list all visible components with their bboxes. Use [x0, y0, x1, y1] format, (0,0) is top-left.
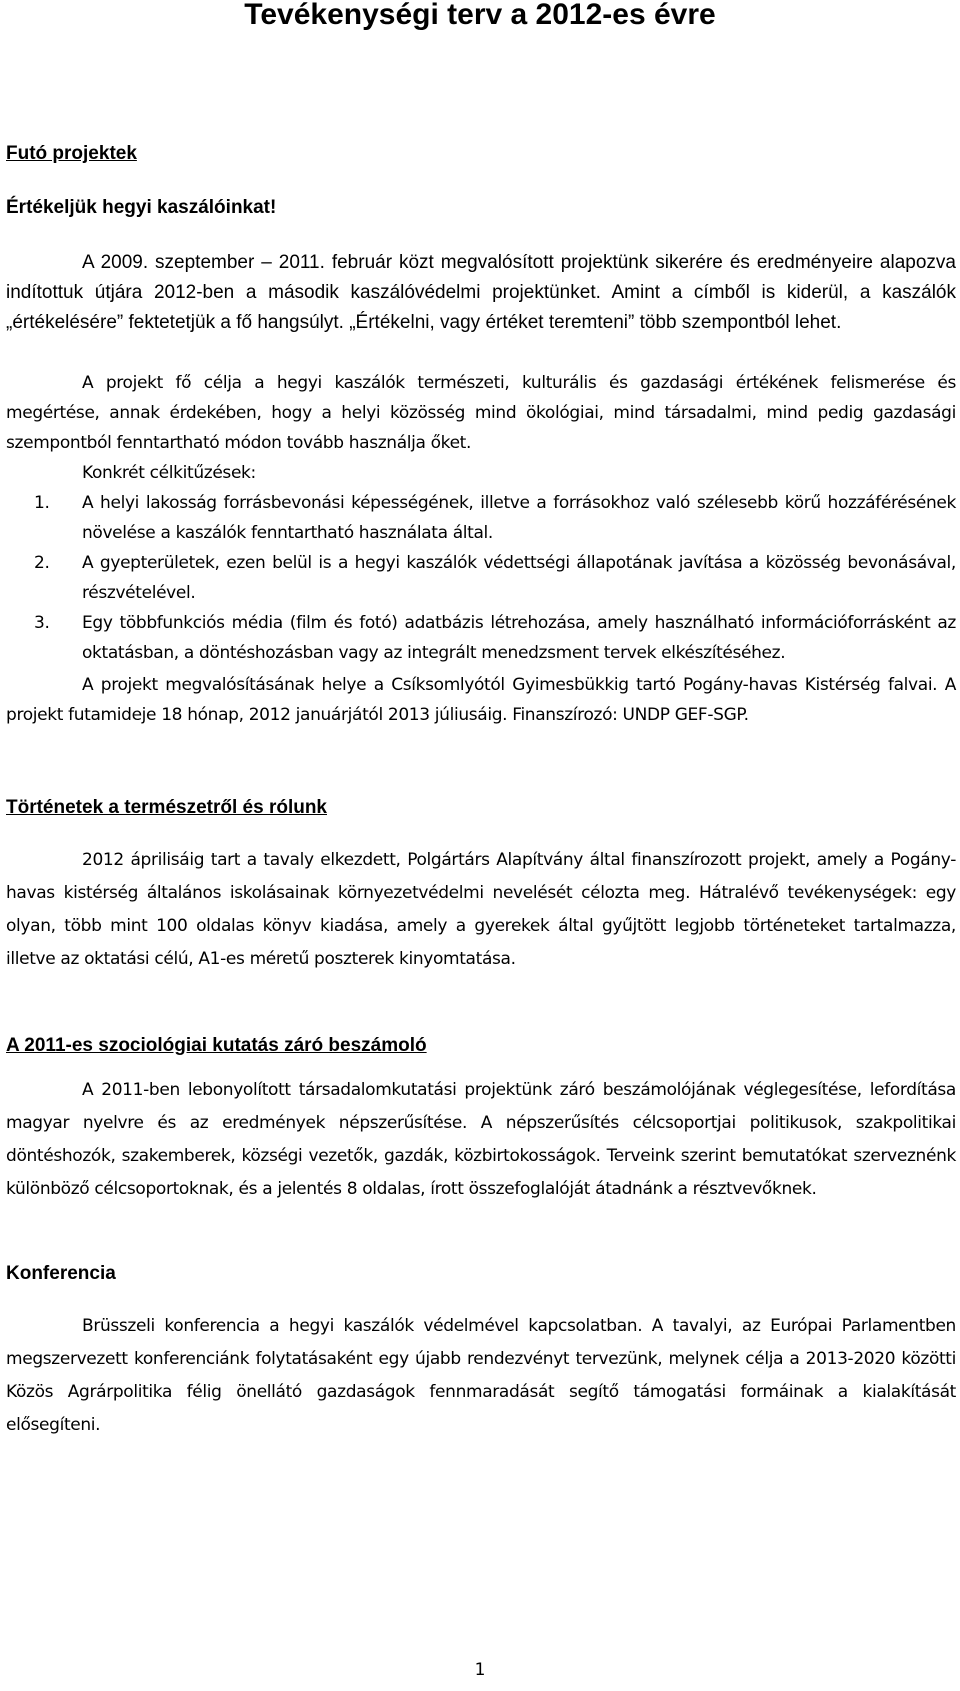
sociology-paragraph: A 2011-ben lebonyolított társadalomkutatási projektünk záró beszámolójának véglegesítése, lefordítása magyar nyelvre és az eredmények népszerűsítése. A népszerűsítés célcsoportjai politikusok, szakpolitikai döntéshozók, szakemberek, községi vezetők, gazdák, közbirtokosságok. Terveink szerint bemutatókat szerveznénk különböző célcsoportoknak, és a jelentés 8 oldalas, írott összefoglalóját átadnánk a résztvevőknek. [6, 1080, 956, 1199]
objective-number: 2. [34, 553, 50, 573]
stories-paragraph: 2012 áprilisáig tart a tavaly elkezdett, Polgártárs Alapítvány által finanszírozott projekt, amely a Pogány-havas kistérség általános iskolásainak környezetvédelmi nevelését célozta meg. Hátralévő tevékenységek: egy olyan, több mint 100 oldalas könyv kiadása, amely a gyerekek által gyűjtött legjobb történeteket tartalmazza, illetve az oktatási célú, A1-es méretű poszterek kinyomtatása. [6, 850, 956, 969]
objectives-list [6, 488, 956, 668]
section-heading-running-projects: Futó projektek [6, 143, 137, 164]
objective-item [6, 548, 956, 608]
objective-number: 1. [34, 493, 50, 513]
section-heading-conference: Konferencia [6, 1263, 116, 1284]
document-title: Tevékenységi terv a 2012-es évre [244, 0, 716, 31]
section-heading-stories: Történetek a természetről és rólunk [6, 797, 327, 818]
objectives-intro: Konkrét célkitűzések: [82, 463, 256, 483]
page-number: 1 [474, 1660, 486, 1680]
intro-paragraph: A 2009. szeptember – 2011. február közt megvalósított projektünk sikerére és eredményeire alapozva indítottuk útjára 2012-ben a második kaszálóvédelmi projektünket. Amint a címből is kiderül, a kaszálók „értékelésére” fektetetjük a fő hangsúlyt. „Értékelni, vagy értéket teremteni” több szempontból lehet. [6, 252, 956, 333]
objective-item [6, 608, 956, 668]
goal-paragraph: A projekt fő célja a hegyi kaszálók természeti, kulturális és gazdasági értékének felismerése és megértése, annak érdekében, hogy a helyi közösség mind ökológiai, mind társadalmi, mind pedig gazdasági szempontból fenntartható módon tovább használja őket. [6, 373, 956, 453]
objective-item [6, 488, 956, 548]
subheading-evaluate-meadows: Értékeljük hegyi kaszálóinkat! [6, 197, 277, 218]
location-paragraph: A projekt megvalósításának helye a Csíksomlyótól Gyimesbükkig tartó Pogány-havas Kistérség falvai. A projekt futamideje 18 hónap, 2012 januárjától 2013 júliusáig. Finanszírozó: UNDP GEF-SGP. [6, 675, 956, 725]
section-heading-sociology: A 2011-es szociológiai kutatás záró beszámoló [6, 1035, 427, 1056]
conference-paragraph: Brüsszeli konferencia a hegyi kaszálók védelmével kapcsolatban. A tavalyi, az Európai Parlamentben megszervezett konferenciánk folytatásaként egy újabb rendezvényt tervezünk, melynek célja a 2013-2020 közötti Közös Agrárpolitika félig önellátó gazdaságok fennmaradását segítő támogatási formáinak a kialakítását elősegíteni. [6, 1316, 956, 1435]
objective-text: A gyepterületek, ezen belül is a hegyi kaszálók védettségi állapotának javítása a közösség bevonásával, részvételével. [82, 553, 956, 603]
objective-text: Egy többfunkciós média (film és fotó) adatbázis létrehozása, amely használható információforrásként az oktatásban, a döntéshozásban vagy az integrált menedzsment tervek elkészítéséhez. [82, 613, 956, 663]
objective-text: A helyi lakosság forrásbevonási képességének, illetve a forrásokhoz való szélesebb körű hozzáférésének növelése a kaszálók fenntartható használata által. [82, 493, 956, 543]
objective-number: 3. [34, 613, 50, 633]
